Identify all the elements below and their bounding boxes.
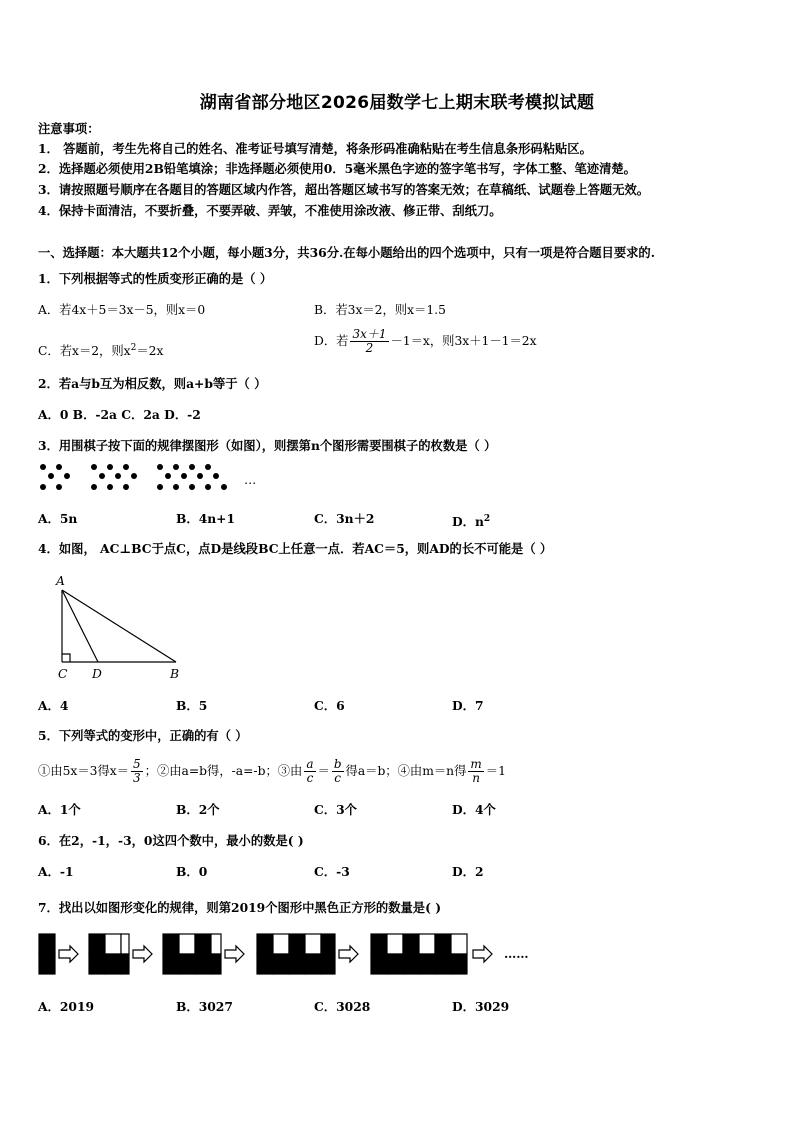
q1-option-b: B．若3x＝2，则x＝1.5 [314,303,446,317]
q4-option-a: A．4 [38,698,69,713]
q5-option-d: D．4个 [452,802,496,817]
q7-option-c: C．3028 [314,999,371,1014]
q3-ellipsis: … [244,473,257,487]
q6-option-d: D．2 [452,864,484,879]
q7-stem: 7．找出以如图形变化的规律，则第2019个图形中黑色正方形的数量是( ) [38,900,442,915]
q5-option-b: B．2个 [176,802,220,817]
notice-item-4: 4．保持卡面清洁，不要折叠，不要弄破、弄皱，不准使用涂改液、修正带、刮纸刀。 [38,203,502,218]
q1-option-d: D．若 $\frac{3x+1}{2}$ －1＝x，则3x＋1－1＝2x [314,327,537,355]
q4-option-c: C．6 [314,698,345,713]
point-label-a: A [56,574,65,588]
q1-stem: 1．下列根据等式的性质变形正确的是（ ） [38,271,273,286]
triangle-figure [50,570,190,682]
q3-option-c: C．3n＋2 [314,511,375,526]
notice-item-2: 2．选择题必须使用2B铅笔填涂；非选择题必须使用0．5毫米黑色字迹的签字笔书写，字体工整、笔迹清楚。 [38,161,636,176]
q3-stem: 3．用围棋子按下面的规律摆图形（如图），则摆第n个图形需要围棋子的枚数是（ ） [38,438,497,453]
notice-item-3: 3．请按照题号顺序在各题目的答题区域内作答，超出答题区域书写的答案无效；在草稿纸、试题卷上答题无效。 [38,182,650,197]
q1-option-c: C．若x＝2，则$x^2=2x$ [38,343,164,359]
q6-option-a: A．-1 [38,864,74,879]
point-label-d: D [92,667,102,681]
point-label-c: C [58,667,68,681]
stone-pattern-figure [38,462,268,498]
q6-stem: 6．在2，-1，-3，0这四个数中，最小的数是( ) [38,833,304,848]
page-title: 湖南省部分地区2026届数学七上期末联考模拟试题 [199,93,595,113]
q5-stem: 5．下列等式的变形中，正确的有（ ） [38,728,248,743]
point-label-b: B [170,667,180,681]
q7-option-a: A．2019 [38,999,95,1014]
square-pattern-figure [38,933,508,977]
q4-option-d: D．7 [452,698,484,713]
q1-option-a: A．若4x＋5＝3x－5，则x＝0 [38,303,206,317]
q5-option-c: C．3个 [314,802,357,817]
q2-stem: 2．若a与b互为相反数，则a+b等于（ ） [38,376,267,391]
q5-option-a: A．1个 [38,802,81,817]
q7-option-b: B．3027 [176,999,233,1014]
q4-option-b: B．5 [176,698,208,713]
q3-option-d: D．$n^2$ [452,514,491,530]
q3-option-b: B．4n+1 [176,511,236,526]
q4-stem: 4．如图， AC⊥BC于点C，点D是线段BC上任意一点．若AC＝5，则AD的长不可能是（ ） [38,541,553,556]
notice-item-1: 1． 答题前，考生先将自己的姓名、准考证号填写清楚，将条形码准确粘贴在考生信息条形码粘贴区。 [38,141,592,156]
q6-option-c: C．-3 [314,864,350,879]
q3-option-a: A．5n [38,511,78,526]
q2-options: A．0 B．-2a C．2a D．-2 [38,407,201,422]
notice-heading: 注意事项： [38,121,100,136]
q6-option-b: B．0 [176,864,208,879]
q5-statements: ①由5x＝3得x＝ $\frac{5}{3}$ ；②由a=b得，-a=-b；③由 $\frac{a}{c}$ ＝ $\frac{b}{c}$ 得a＝b；④由m＝n得 $\frac{m}{n}$ ＝1 [38,757,506,785]
q7-ellipsis: …… [504,946,529,961]
section-heading: 一、选择题：本大题共12个小题，每小题3分，共36分.在每小题给出的四个选项中，只有一项是符合题目要求的. [38,245,656,260]
q7-option-d: D．3029 [452,999,510,1014]
